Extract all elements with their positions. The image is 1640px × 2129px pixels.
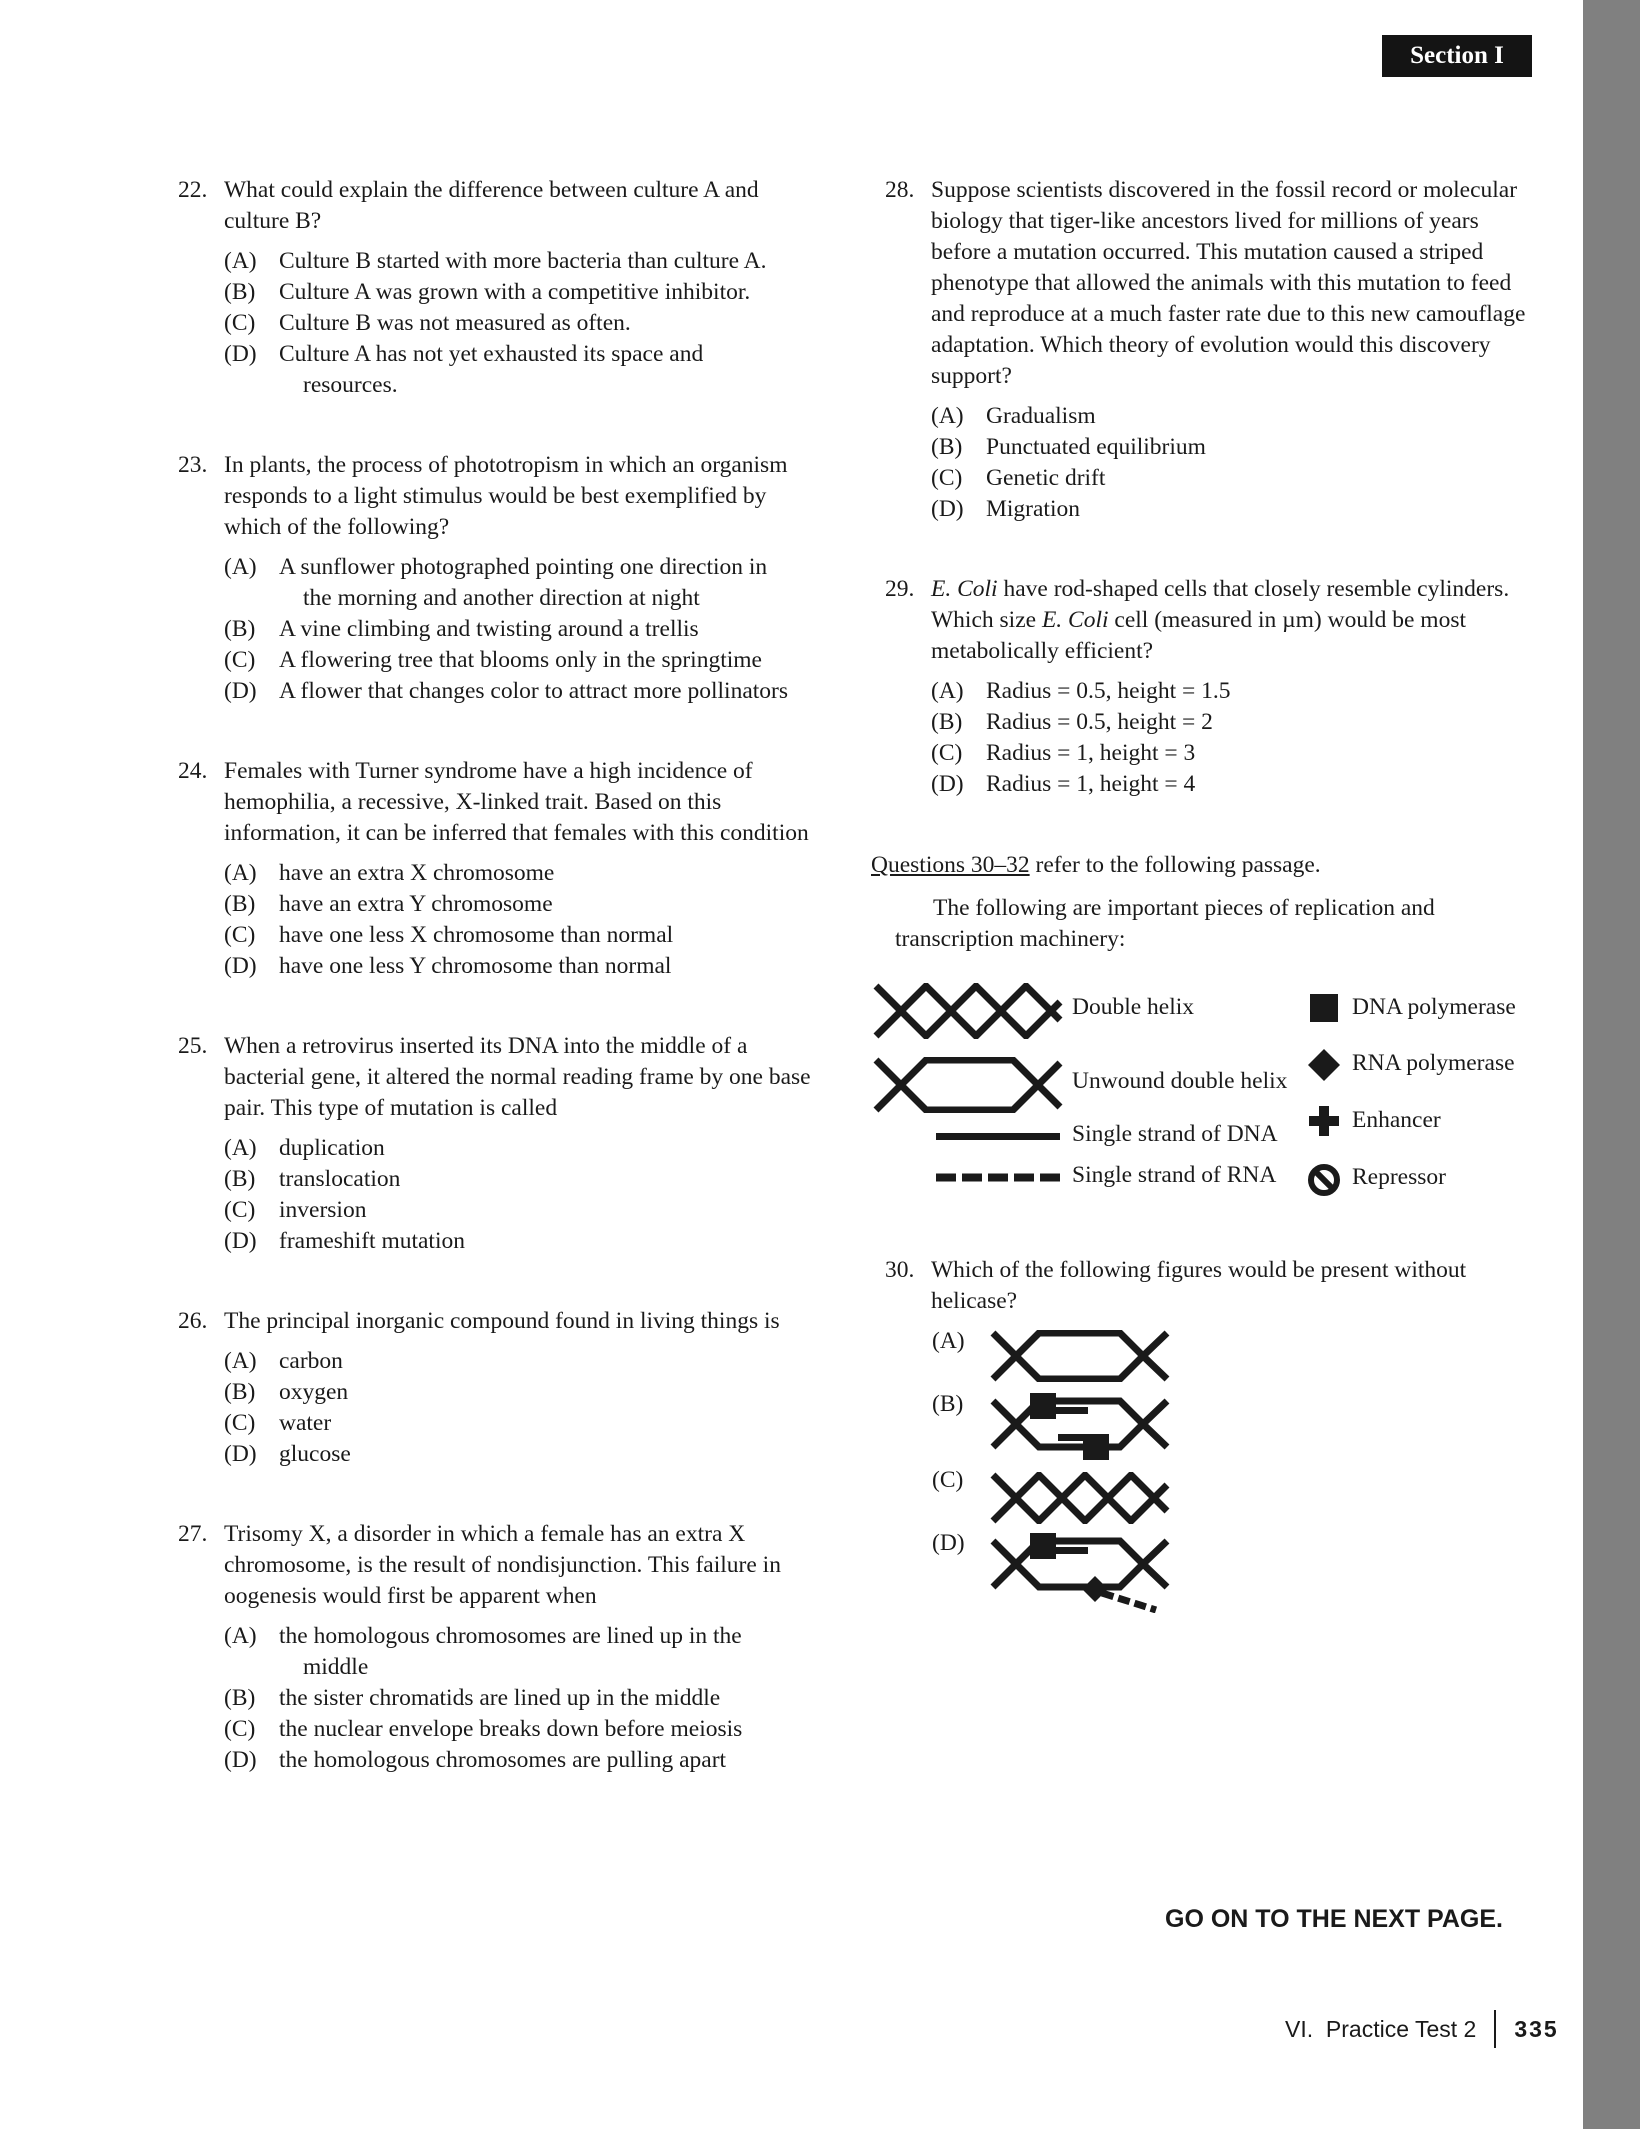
choice-d[interactable] — [224, 1226, 828, 1257]
choice-text: A flowering tree that blooms only in the springtime — [279, 647, 762, 673]
choice-text: have one less Y chromosome than normal — [279, 953, 672, 979]
legend-label-double-helix: Double helix — [1072, 994, 1195, 1020]
page-number: 335 — [1514, 2015, 1559, 2042]
choice-label: (D) — [224, 341, 257, 367]
choice-a[interactable] — [224, 1133, 828, 1164]
choice-text: have an extra Y chromosome — [279, 891, 553, 917]
question-number: 24. — [178, 758, 208, 784]
section-label: Section I — [1410, 42, 1504, 69]
question-stem: Trisomy X, a disorder in which a female has an extra X chromosome, is the result of nondisjunction. This failure in oogenesis would first be apparent when — [224, 1521, 781, 1609]
question-stem: Which of the following figures would be present without helicase? — [931, 1257, 1467, 1314]
choice-b[interactable] — [224, 1683, 828, 1714]
choice-text: A flower that changes color to attract more pollinators — [279, 678, 789, 704]
question-stem: When a retrovirus inserted its DNA into the middle of a bacterial gene, it altered the normal reading frame by one base pair. This type of mutation is called — [224, 1033, 811, 1121]
choice-label: (D) — [931, 496, 964, 522]
choice-b[interactable] — [224, 889, 828, 920]
choice-label: (C) — [932, 1467, 964, 1493]
choice-text: Culture B started with more bacteria than culture A. — [279, 248, 767, 274]
question-stem — [931, 574, 1535, 667]
page-edge-tab — [1583, 0, 1640, 2129]
choice-label: (C) — [224, 922, 256, 948]
choice-b[interactable] — [224, 277, 828, 308]
choice-c[interactable] — [224, 920, 828, 951]
enhancer-plus-icon — [1309, 1106, 1339, 1136]
question-number: 22. — [178, 177, 208, 203]
choice-text: Radius = 0.5, height = 2 — [986, 709, 1213, 735]
choice-a[interactable] — [931, 676, 1535, 707]
right-column — [885, 175, 1535, 849]
left-column — [178, 175, 828, 1825]
question-26 — [178, 1306, 828, 1470]
question-number: 23. — [178, 452, 208, 478]
question-stem: Suppose scientists discovered in the fossil record or molecular biology that tiger-like ancestors lived for millions of years before a mutation occurred. This mutation caused a striped phenotype that allowed the animals with this mutation to feed and reproduce at a much faster rate due to this new camouflage adaptation. Which theory of evolution would this discovery support? — [931, 177, 1526, 389]
unwound-helix-with-dna-and-rna-polymerase-figure — [990, 1533, 1170, 1613]
page-footer — [1285, 2010, 1559, 2048]
question-30-block — [885, 1255, 1525, 1326]
choice-c[interactable] — [931, 738, 1535, 769]
choice-text: have an extra X chromosome — [279, 860, 555, 886]
choice-label: (A) — [224, 248, 257, 274]
choice-d[interactable] — [224, 339, 828, 401]
footer-divider — [1494, 2010, 1496, 2048]
choice-label: (B) — [224, 1166, 256, 1192]
choice-d[interactable] — [224, 676, 828, 707]
choice-text: the nuclear envelope breaks down before meiosis — [279, 1716, 743, 1742]
choice-label: (C) — [224, 1197, 256, 1223]
question-23 — [178, 450, 828, 707]
question-number: 27. — [178, 1521, 208, 1547]
question-27 — [178, 1519, 828, 1776]
choice-label: (D) — [224, 1228, 257, 1254]
choice-d[interactable] — [931, 769, 1535, 800]
choice-text: oxygen — [279, 1379, 349, 1405]
choice-text: the homologous chromosomes are lined up in the — [279, 1623, 742, 1649]
choice-label: (C) — [931, 740, 963, 766]
go-on-notice: GO ON TO THE NEXT PAGE. — [1165, 1905, 1504, 1933]
question-number: 30. — [885, 1257, 915, 1283]
choice-label: (D) — [224, 1441, 257, 1467]
question-number: 26. — [178, 1308, 208, 1334]
question-stem: What could explain the difference between culture A and culture B? — [224, 177, 759, 234]
choice-label: (D) — [224, 1747, 257, 1773]
question-29 — [885, 574, 1535, 800]
choice-text: duplication — [279, 1135, 385, 1161]
choice-text: A vine climbing and twisting around a trellis — [279, 616, 699, 642]
choice-text: the homologous chromosomes are pulling apart — [279, 1747, 727, 1773]
choice-label: (B) — [224, 1379, 256, 1405]
choice-text: Radius = 1, height = 3 — [986, 740, 1196, 766]
question-number: 29. — [885, 576, 915, 602]
choice-b[interactable] — [224, 614, 828, 645]
dna-polymerase-icon — [1310, 994, 1338, 1022]
question-25 — [178, 1031, 828, 1257]
single-strand-dna-icon — [936, 1133, 1060, 1140]
choice-label: (A) — [224, 1135, 257, 1161]
choice-a[interactable] — [224, 246, 828, 277]
choice-label: (D) — [224, 953, 257, 979]
choice-c[interactable] — [224, 1195, 828, 1226]
unwound-helix-with-dna-polymerases-figure — [990, 1393, 1170, 1463]
question-range: Questions 30–32 — [871, 852, 1030, 878]
choice-text: Radius = 1, height = 4 — [986, 771, 1196, 797]
choice-label: (C) — [224, 1410, 256, 1436]
question-30-stem-wrap — [885, 1255, 1525, 1317]
choice-text: inversion — [279, 1197, 367, 1223]
stem-text: have rod-shaped cells that closely resemble cylinders. Which size — [931, 576, 1510, 633]
choice-d[interactable] — [931, 494, 1535, 525]
answer-choices — [931, 676, 1535, 800]
choice-text: Genetic drift — [986, 465, 1106, 491]
choice-text: frameshift mutation — [279, 1228, 465, 1254]
question-stem: The principal inorganic compound found in living things is — [224, 1308, 780, 1334]
answer-choices — [224, 552, 828, 707]
choice-label: (A) — [224, 860, 257, 886]
choice-c[interactable] — [224, 308, 828, 339]
choice-c[interactable] — [931, 463, 1535, 494]
choice-d[interactable] — [224, 951, 828, 982]
question-stem: In plants, the process of phototropism in which an organism responds to a light stimulus would be best exemplified by which of the following? — [224, 452, 788, 540]
choice-a[interactable] — [224, 1346, 828, 1377]
answer-choices — [224, 1346, 828, 1470]
question-number: 25. — [178, 1033, 208, 1059]
section-badge — [1382, 35, 1532, 77]
choice-label: (A) — [224, 1348, 257, 1374]
choice-text-continued: resources. — [303, 372, 398, 398]
choice-label: (B) — [224, 891, 256, 917]
question-stem: Females with Turner syndrome have a high incidence of hemophilia, a recessive, X-linked trait. Based on this information, it can be inferred that females with this condition — [224, 758, 809, 846]
choice-text: translocation — [279, 1166, 401, 1192]
choice-a[interactable] — [224, 858, 828, 889]
choice-label: (A) — [931, 403, 964, 429]
choice-d[interactable] — [224, 1745, 828, 1776]
choice-text: Culture B was not measured as often. — [279, 310, 631, 336]
choice-text: Gradualism — [986, 403, 1096, 429]
choice-label: (B) — [932, 1391, 964, 1417]
legend-label-repressor: Repressor — [1352, 1164, 1446, 1190]
choice-b[interactable] — [224, 1164, 828, 1195]
answer-choices — [224, 858, 828, 982]
answer-choices — [224, 1621, 828, 1776]
question-22 — [178, 175, 828, 401]
choice-text-continued: middle — [303, 1654, 369, 1680]
choice-c[interactable] — [224, 645, 828, 676]
choice-b[interactable] — [931, 707, 1535, 738]
question-28 — [885, 175, 1535, 525]
choice-a[interactable] — [224, 552, 828, 614]
choice-label: (A) — [932, 1328, 965, 1354]
unwound-double-helix-icon — [873, 1057, 1063, 1113]
choice-label: (C) — [931, 465, 963, 491]
species-name: E. Coli — [931, 576, 998, 602]
answer-choices — [931, 401, 1535, 525]
choice-label: (B) — [931, 434, 963, 460]
choice-label: (A) — [224, 1623, 257, 1649]
stem-text: cell (measured in µm) would be most metabolically efficient? — [931, 607, 1466, 664]
choice-label: (C) — [224, 310, 256, 336]
choice-label: (C) — [224, 1716, 256, 1742]
legend-label-unwound-double-helix: Unwound double helix — [1072, 1068, 1288, 1094]
choice-text: Migration — [986, 496, 1080, 522]
choice-text: glucose — [279, 1441, 351, 1467]
legend-label-enhancer: Enhancer — [1352, 1107, 1441, 1133]
choice-b[interactable] — [224, 1377, 828, 1408]
choice-label: (A) — [931, 678, 964, 704]
passage-intro-text: refer to the following passage. — [1029, 852, 1321, 878]
choice-text: carbon — [279, 1348, 343, 1374]
choice-c[interactable] — [224, 1714, 828, 1745]
legend-label-dna-polymerase: DNA polymerase — [1352, 994, 1516, 1020]
choice-text: have one less X chromosome than normal — [279, 922, 674, 948]
choice-label: (A) — [224, 554, 257, 580]
choice-label: (B) — [931, 709, 963, 735]
double-helix-icon — [873, 983, 1063, 1039]
question-24 — [178, 756, 828, 982]
legend-label-single-strand-dna: Single strand of DNA — [1072, 1121, 1278, 1147]
answer-choices — [224, 1133, 828, 1257]
passage-text: The following are important pieces of replication and transcription machinery: — [895, 895, 1435, 952]
choice-label: (D) — [932, 1530, 965, 1556]
running-title: VI. Practice Test 2 — [1285, 2015, 1477, 2042]
choice-label: (D) — [931, 771, 964, 797]
legend-label-single-strand-rna: Single strand of RNA — [1072, 1162, 1277, 1188]
choice-c[interactable] — [224, 1408, 828, 1439]
passage-intro — [871, 850, 1321, 881]
choice-d[interactable] — [224, 1439, 828, 1470]
choice-label: (C) — [224, 647, 256, 673]
choice-text: Culture A was grown with a competitive inhibitor. — [279, 279, 751, 305]
choice-text: Radius = 0.5, height = 1.5 — [986, 678, 1231, 704]
question-number: 28. — [885, 177, 915, 203]
choice-text: A sunflower photographed pointing one direction in — [279, 554, 768, 580]
rna-polymerase-icon — [1307, 1048, 1341, 1082]
choice-text: water — [279, 1410, 332, 1436]
choice-label: (B) — [224, 279, 256, 305]
answer-choices — [224, 246, 828, 401]
single-strand-rna-icon — [936, 1173, 1062, 1182]
repressor-prohibited-icon — [1307, 1163, 1341, 1197]
choice-text: the sister chromatids are lined up in the middle — [279, 1685, 721, 1711]
species-name: E. Coli — [1041, 607, 1109, 633]
legend-label-rna-polymerase: RNA polymerase — [1352, 1050, 1515, 1076]
choice-text: Punctuated equilibrium — [986, 434, 1206, 460]
unwound-double-helix-figure — [990, 1330, 1170, 1382]
choice-text-continued: the morning and another direction at night — [303, 585, 700, 611]
choice-label: (D) — [224, 678, 257, 704]
choice-text: Culture A has not yet exhausted its space and — [279, 341, 704, 367]
choice-a[interactable] — [931, 401, 1535, 432]
choice-label: (B) — [224, 1685, 256, 1711]
double-helix-figure — [990, 1472, 1170, 1524]
choice-a[interactable] — [224, 1621, 828, 1683]
choice-label: (B) — [224, 616, 256, 642]
choice-b[interactable] — [931, 432, 1535, 463]
